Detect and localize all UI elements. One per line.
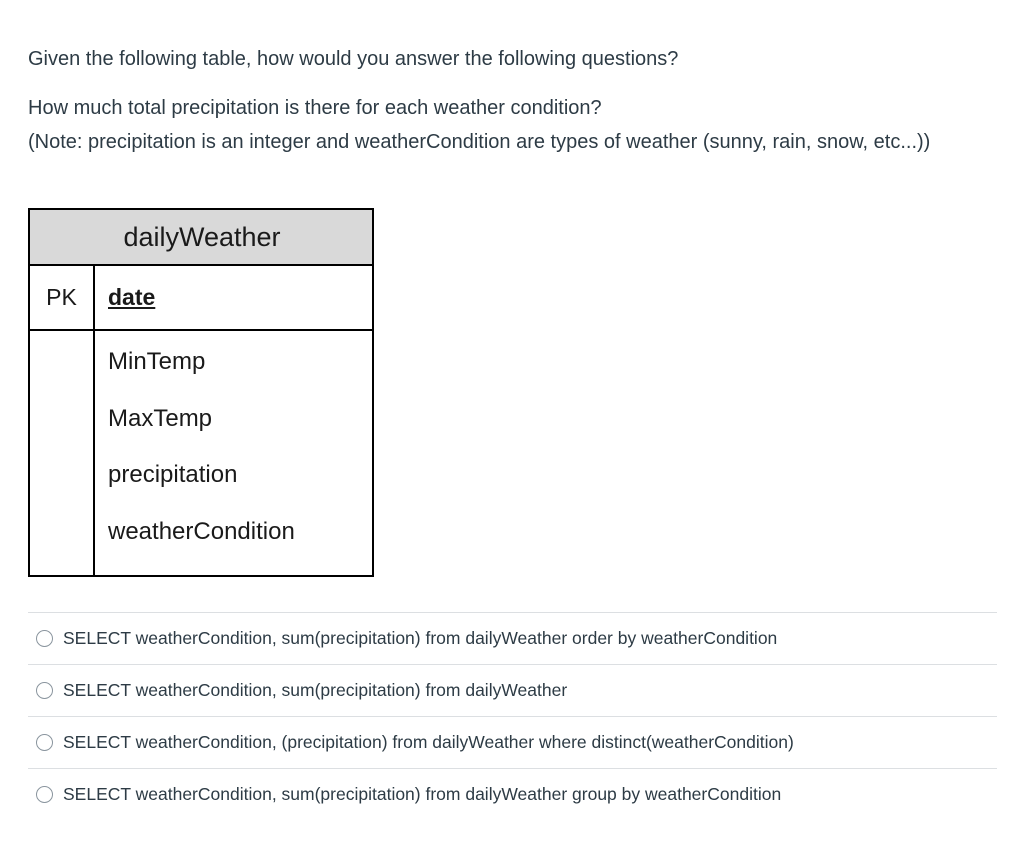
er-attribute: MinTemp [108, 348, 206, 375]
radio-button[interactable] [36, 630, 53, 647]
question-prompt: How much total precipitation is there for each weather condition? [28, 97, 602, 119]
er-table-title: dailyWeather [30, 210, 372, 266]
answer-label: SELECT weatherCondition, (precipitation) from dailyWeather where distinct(weatherCondition) [63, 732, 794, 752]
answer-label: SELECT weatherCondition, sum(precipitation) from dailyWeather [63, 680, 568, 700]
question-text [28, 42, 988, 159]
question-note: (Note: precipitation is an integer and weatherCondition are types of weather (sunny, rain, snow, etc...)) [28, 131, 931, 153]
er-attribute-list [95, 331, 295, 575]
er-pk-field: date [108, 284, 156, 310]
answer-option-1[interactable] [28, 612, 997, 664]
er-attribute-section [30, 331, 372, 575]
er-attribute-key-column [30, 331, 95, 575]
answer-option-4[interactable] [28, 768, 997, 820]
answer-option-3[interactable] [28, 716, 997, 768]
answer-option-2[interactable] [28, 664, 997, 716]
er-attribute: MaxTemp [108, 404, 213, 432]
radio-button[interactable] [36, 734, 53, 751]
er-primary-key-row [30, 266, 372, 331]
answer-list [28, 612, 997, 820]
er-attribute: precipitation [108, 461, 238, 488]
answer-label: SELECT weatherCondition, sum(precipitation) from dailyWeather order by weatherCondition [63, 628, 778, 648]
answer-label: SELECT weatherCondition, sum(precipitation) from dailyWeather group by weatherCondition [63, 784, 782, 804]
er-pk-label: PK [30, 266, 95, 329]
question-lead: Given the following table, how would you answer the following questions? [28, 48, 679, 70]
radio-button[interactable] [36, 786, 53, 803]
er-attribute: weatherCondition [108, 517, 295, 545]
er-table-diagram [28, 208, 374, 577]
radio-button[interactable] [36, 682, 53, 699]
